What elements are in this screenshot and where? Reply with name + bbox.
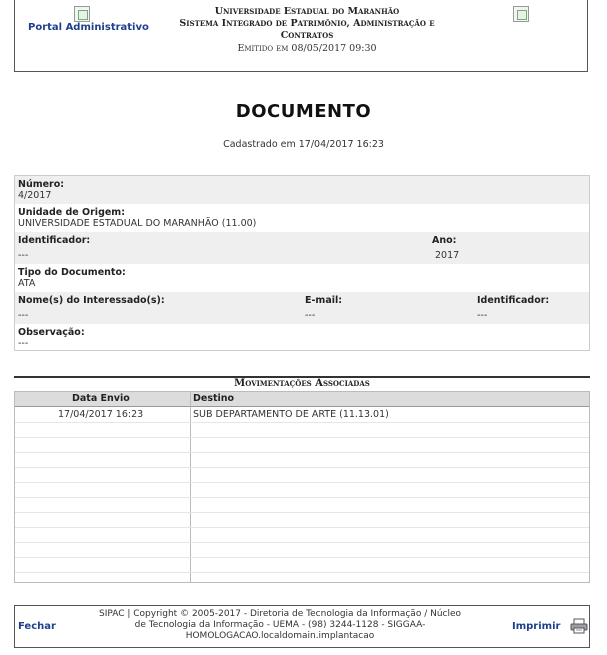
movimentacoes-title: Movimentações Associadas xyxy=(14,376,590,392)
page-title: DOCUMENTO xyxy=(235,101,372,122)
unidade-value: UNIVERSIDADE ESTADUAL DO MARANHÃO (11.00) xyxy=(18,218,257,229)
university-name: Universidade Estadual do Maranhão xyxy=(214,6,400,17)
data-envio-cell: 17/04/2017 16:23 xyxy=(58,409,144,420)
observacao-label: Observação: xyxy=(18,327,85,338)
page-header xyxy=(14,0,588,72)
table-row-empty xyxy=(15,527,589,543)
ano-value: 2017 xyxy=(435,250,460,261)
movimentacoes-table xyxy=(14,391,590,583)
portal-administrativo-link[interactable]: Portal Administrativo xyxy=(28,22,149,33)
numero-row xyxy=(15,176,589,204)
observacao-value: --- xyxy=(18,338,29,349)
tipo-documento-label: Tipo do Documento: xyxy=(18,267,126,278)
imprimir-link[interactable]: Imprimir xyxy=(512,621,561,632)
table-row-empty xyxy=(15,497,589,513)
numero-label: Número: xyxy=(18,179,65,190)
printer-icon[interactable] xyxy=(570,618,588,634)
unidade-label: Unidade de Origem: xyxy=(18,207,126,218)
tipo-documento-value: ATA xyxy=(18,278,36,289)
copyright-line3: HOMOLOGACAO.localdomain.implantacao xyxy=(185,631,375,641)
tipo-row xyxy=(15,264,589,292)
system-name-line1: Sistema Integrado de Patrimônio, Administração e xyxy=(179,18,435,29)
table-row-empty xyxy=(15,557,589,573)
interessados-label: Nome(s) do Interessado(s): xyxy=(18,295,165,306)
table-row-empty xyxy=(15,437,589,453)
portal-logo-icon xyxy=(74,6,90,22)
observacao-row xyxy=(15,324,589,350)
table-header xyxy=(15,392,589,407)
cadastrado-date: Cadastrado em 17/04/2017 16:23 xyxy=(223,139,384,150)
identificador-row xyxy=(15,232,589,264)
interessados-row xyxy=(15,292,589,324)
system-title xyxy=(157,6,457,42)
identificador2-value: --- xyxy=(477,310,488,321)
institution-logo-icon xyxy=(513,6,529,22)
copyright-line1: SIPAC | Copyright © 2005-2017 - Diretoria de Tecnologia da Informação / Núcleo xyxy=(98,609,462,619)
emitido-timestamp: Emitido em 08/05/2017 09:30 xyxy=(237,43,377,54)
document-details xyxy=(14,175,590,351)
destino-header: Destino xyxy=(193,393,235,404)
table-row-empty xyxy=(15,422,589,438)
table-row xyxy=(15,407,589,423)
interessados-value: --- xyxy=(18,310,29,321)
table-row-empty xyxy=(15,512,589,528)
copyright-text xyxy=(75,609,485,642)
email-value: --- xyxy=(305,310,316,321)
identificador-value: --- xyxy=(18,250,29,261)
identificador2-label: Identificador: xyxy=(477,295,550,306)
table-row-empty xyxy=(15,452,589,468)
numero-value: 4/2017 xyxy=(18,190,52,201)
fechar-link[interactable]: Fechar xyxy=(18,621,56,632)
unidade-row xyxy=(15,204,589,232)
email-label: E-mail: xyxy=(305,295,343,306)
table-row-empty xyxy=(15,467,589,483)
data-envio-header: Data Envio xyxy=(72,393,130,404)
table-row-empty xyxy=(15,542,589,558)
table-row-empty xyxy=(15,482,589,498)
copyright-line2: de Tecnologia da Informação - UEMA - (98) 3244-1128 - SIGGAA- xyxy=(134,620,426,630)
page-footer xyxy=(14,605,590,648)
destino-cell: SUB DEPARTAMENTO DE ARTE (11.13.01) xyxy=(193,409,389,420)
ano-label: Ano: xyxy=(432,235,457,246)
system-name-line2: Contratos xyxy=(280,30,334,41)
identificador-label: Identificador: xyxy=(18,235,91,246)
